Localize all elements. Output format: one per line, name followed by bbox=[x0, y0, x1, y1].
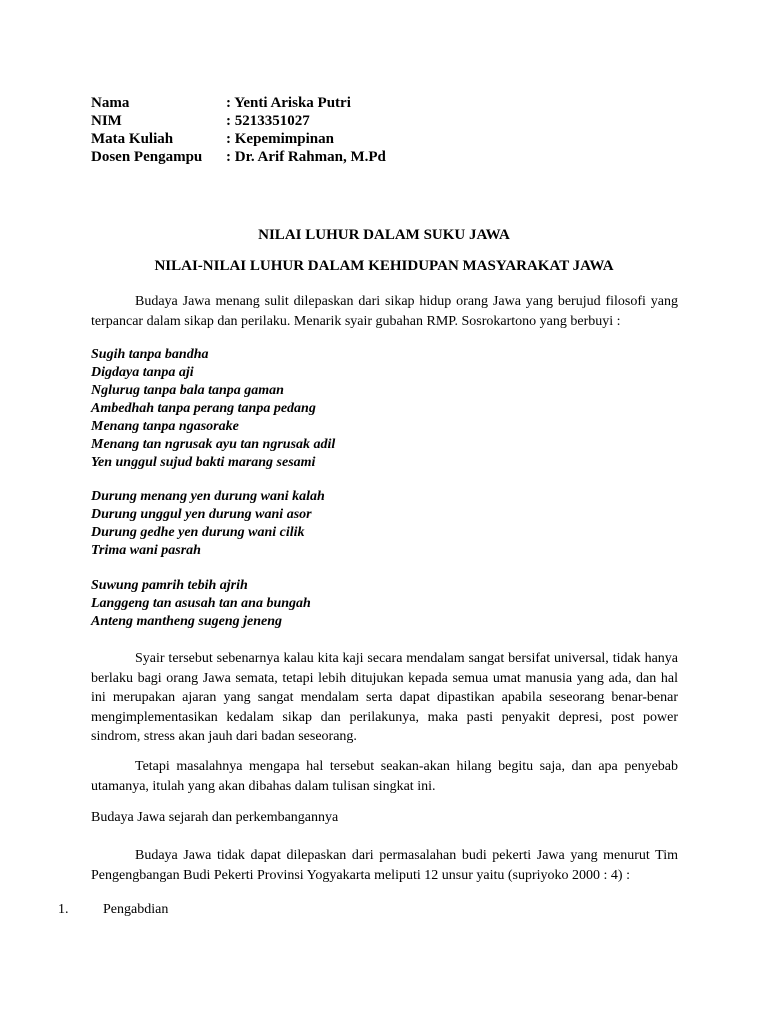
list-item bbox=[58, 902, 168, 918]
identity-value: : 5213351027 bbox=[226, 113, 310, 129]
body-text-2: Tetapi masalahnya mengapa hal tersebut seakan-akan hilang begitu saja, dan apa penyebab utamanya, itulah yang akan dibahas dalam tulisan singkat ini. bbox=[91, 759, 678, 794]
identity-label: Dosen Pengampu bbox=[91, 149, 203, 165]
list-item-text: Pengabdian bbox=[103, 902, 169, 917]
poem-line: Durung gedhe yen durung wani cilik bbox=[91, 525, 305, 540]
poem-line: Langgeng tan asusah tan ana bungah bbox=[91, 596, 311, 611]
poem-line: Trima wani pasrah bbox=[91, 543, 201, 558]
intro-paragraph bbox=[91, 292, 678, 331]
body-paragraph-3 bbox=[91, 846, 678, 885]
identity-value: : Dr. Arif Rahman, M.Pd bbox=[226, 149, 386, 165]
poem-line: Durung menang yen durung wani kalah bbox=[91, 489, 325, 504]
identity-value: : Yenti Ariska Putri bbox=[226, 95, 351, 111]
poem-stanza-2 bbox=[91, 488, 325, 560]
identity-row-lecturer bbox=[91, 148, 386, 166]
poem-stanza-1 bbox=[91, 346, 335, 472]
body-text-1: Syair tersebut sebenarnya kalau kita kaji secara mendalam sangat bersifat universal, tidak hanya berlaku bagi orang Jawa semata, tetapi lebih ditujukan kepada semua umat manusia yang ada, dan hal ini merupakan ajaran yang sangat mendalam serta dapat dipastikan apabila seseorang benar-benar mengimplementasikan kedalam sikap dan perilakunya, maka pasti penyakit depresi, post power sindrom, stress akan jauh dari badan seseorang. bbox=[91, 651, 678, 745]
body-text-3: Budaya Jawa tidak dapat dilepaskan dari permasalahan budi pekerti Jawa yang menurut Tim Pengengbangan Budi Pekerti Provinsi Yogyakarta meliputi 12 unsur yaitu (supriyoko 2000 : 4) : bbox=[91, 848, 678, 883]
poem-line: Durung unggul yen durung wani asor bbox=[91, 507, 312, 522]
poem-line: Nglurug tanpa bala tanpa gaman bbox=[91, 383, 284, 398]
identity-row-nim bbox=[91, 112, 386, 130]
body-paragraph-1 bbox=[91, 649, 678, 747]
poem-line: Ambedhah tanpa perang tanpa pedang bbox=[91, 401, 316, 416]
identity-block bbox=[91, 94, 386, 166]
poem-line: Menang tanpa ngasorake bbox=[91, 419, 239, 434]
identity-label: Nama bbox=[91, 95, 130, 111]
identity-label: NIM bbox=[91, 113, 122, 129]
poem-line: Sugih tanpa bandha bbox=[91, 347, 209, 362]
body-paragraph-2 bbox=[91, 757, 678, 796]
identity-label: Mata Kuliah bbox=[91, 131, 174, 147]
identity-row-name bbox=[91, 94, 386, 112]
poem-line: Digdaya tanpa aji bbox=[91, 365, 194, 380]
poem-line: Menang tan ngrusak ayu tan ngrusak adil bbox=[91, 437, 336, 452]
intro-text: Budaya Jawa menang sulit dilepaskan dari sikap hidup orang Jawa yang berujud filosofi yang terpancar dalam sikap dan perilaku. Menarik syair gubahan RMP. Sosrokartono yang berbuyi : bbox=[91, 294, 678, 329]
document-subtitle: NILAI-NILAI LUHUR DALAM KEHIDUPAN MASYARAKAT JAWA bbox=[154, 258, 614, 274]
identity-row-course bbox=[91, 130, 386, 148]
identity-value: : Kepemimpinan bbox=[226, 131, 334, 147]
poem-line: Suwung pamrih tebih ajrih bbox=[91, 578, 248, 593]
document-title: NILAI LUHUR DALAM SUKU JAWA bbox=[258, 227, 510, 243]
section-heading: Budaya Jawa sejarah dan perkembangannya bbox=[91, 810, 339, 825]
list-item-number: 1. bbox=[58, 902, 69, 917]
poem-line: Yen unggul sujud bakti marang sesami bbox=[91, 455, 316, 470]
poem-line: Anteng mantheng sugeng jeneng bbox=[91, 614, 282, 629]
poem-stanza-3 bbox=[91, 577, 311, 631]
